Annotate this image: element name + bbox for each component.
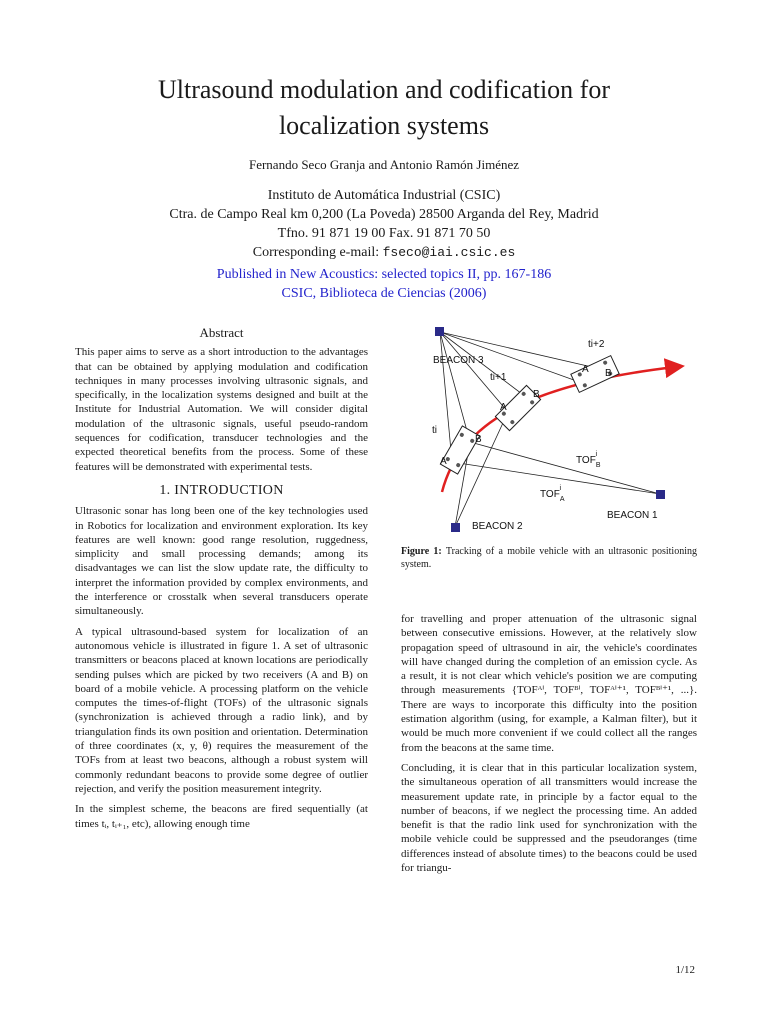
receiver-b-label-ti: B bbox=[475, 434, 482, 445]
email-label: Corresponding e-mail: bbox=[252, 245, 380, 260]
tof-a-text: TOF bbox=[540, 489, 560, 500]
tof-a-label bbox=[540, 485, 565, 503]
receiver-a-label-ti: A bbox=[440, 456, 447, 467]
beacon-1-marker bbox=[656, 490, 665, 499]
right-column bbox=[401, 612, 697, 881]
right-paragraph-2: Concluding, it is clear that in this particular localization system, the simultaneous operation of all transmitters would increase the measurement update rate, in principle by a factor equal to the number of beacons, if we neglect the processing time. An added benefit is that the radio link used for synchronization with the mobile vehicle could be suppressed and the pseudoranges (time differences instead of absolute times) to the beacons could be used for triangu- bbox=[401, 761, 697, 875]
tof-a-subscript: A bbox=[559, 496, 565, 503]
publication-info bbox=[60, 265, 708, 303]
publication-line-2[interactable]: CSIC, Biblioteca de Ciencias (2006) bbox=[281, 286, 487, 301]
receiver-b-label-ti2: B bbox=[605, 368, 612, 379]
affiliation-email-line bbox=[60, 243, 708, 262]
tof-b-text: TOF bbox=[576, 455, 596, 466]
caption-text: Tracking of a mobile vehicle with an ultrasonic positioning system. bbox=[401, 546, 697, 570]
tracking-diagram bbox=[400, 322, 700, 542]
publication-line-1[interactable]: Published in New Acoustics: selected topics II, pp. 167-186 bbox=[216, 267, 552, 282]
receiver-b-label-ti1: B bbox=[533, 389, 540, 400]
intro-paragraph-1: Ultrasonic sonar has long been one of the key technologies used in Robotics for localization and environment exploration. Its key features are well known: good range resolution, ruggedness, simplicity and small processing demands; among its disadvantages we can list the slow update rate, the difficulty to interpret the information provided by complex environments, and the interference or crosstalk when several transducers operate simultaneously. bbox=[75, 505, 368, 618]
caption-label: Figure 1: bbox=[401, 546, 442, 557]
affiliation bbox=[60, 186, 708, 262]
email-address[interactable]: fseco@iai.csic.es bbox=[382, 245, 516, 260]
intro-paragraph-2: A typical ultrasound-based system for localization of an autonomous vehicle is illustrated in figure 1. A set of ultrasonic transmitters or beacons placed at known locations are periodically sending pulses which are picked by two receivers (A and B) on board of a mobile vehicle. A processing platform on the vehicle computes the times-of-flight (TOFs) of the ultrasonic signals (synchronization is achieved through a radio link), and by triangulation finds its own position and orientation. Determination of three coordinates (x, y, θ) requires the measurement of the TOFs from at least two beacons, although a robust system will commonly redundant beacons to provide some degree of outlier rejection, and verify the position measurement integrity. bbox=[75, 625, 368, 795]
beacon-2-marker bbox=[451, 523, 460, 532]
time-label-ti2: ti+2 bbox=[588, 339, 605, 350]
affiliation-address: Ctra. de Campo Real km 0,200 (La Poveda) 28500 Arganda del Rey, Madrid bbox=[169, 207, 599, 222]
paper-title bbox=[60, 72, 708, 144]
tof-b-superscript: i bbox=[595, 451, 598, 458]
title-line-1: Ultrasound modulation and codification for bbox=[157, 75, 610, 104]
page-number: 1/12 bbox=[675, 964, 695, 976]
time-label-ti: ti bbox=[432, 425, 437, 436]
intro-paragraph-3: In the simplest scheme, the beacons are fired sequentially (at times tᵢ, tᵢ₊₁, etc), allowing enough time bbox=[75, 803, 368, 830]
time-label-ti1: ti+1 bbox=[490, 372, 507, 383]
receiver-a-label-ti2: A bbox=[582, 364, 589, 375]
tof-b-label bbox=[576, 451, 601, 469]
title-line-2: localization systems bbox=[278, 111, 490, 140]
beacon-2-label: BEACON 2 bbox=[472, 521, 523, 532]
figure-caption bbox=[401, 545, 697, 571]
left-column bbox=[75, 326, 368, 837]
authors: Fernando Seco Granja and Antonio Ramón Jiménez bbox=[248, 157, 520, 172]
beacon-3-marker bbox=[435, 327, 444, 336]
figure-1 bbox=[400, 322, 700, 542]
vehicle-ti2 bbox=[571, 356, 619, 393]
right-paragraph-1: for travelling and proper attenuation of the ultrasonic signal between consecutive emissions. However, at the relatively slow propagation speed of ultrasound in air, the vehicle's coordinates will have changed during the completion of an emission cycle. As a result, it is not clear which vehicle's position we are computing through measurements {TOFᴬⁱ, TOFᴮⁱ, TOFᴬⁱ⁺¹, TOFᴮⁱ⁺¹, ...}. There are ways to incorporate this difficulty into the position estimation algorithm (using, for example, a Kalman filter), but it would be much more convenient if we could collect all the ranges from the beacons at the same time. bbox=[401, 613, 697, 754]
abstract-title: Abstract bbox=[199, 325, 244, 340]
receiver-a-label-ti1: A bbox=[500, 402, 507, 413]
beacon-3-label: BEACON 3 bbox=[433, 355, 484, 366]
tof-a-superscript: i bbox=[559, 485, 562, 492]
trajectory-arrow bbox=[442, 367, 675, 492]
abstract-text: This paper aims to serve as a short introduction to the advantages that can be obtained by applying modulation and codification techniques in many processes involving ultrasonic signals, and specifically, in the localization systems designed and built at the Institute for Industrial Automation. We will consider digital modulation of the ultrasonic signals, useful pseudo-random sequences for codification, transducer technologies and the expected theoretical benefits from the process. Some of these features will be demonstrated with experimental tests. bbox=[75, 346, 368, 473]
beacon-1-label: BEACON 1 bbox=[607, 510, 658, 521]
affiliation-phone: Tfno. 91 871 19 00 Fax. 91 871 70 50 bbox=[277, 226, 491, 241]
tof-b-subscript: B bbox=[595, 462, 601, 469]
section-title-introduction: 1. INTRODUCTION bbox=[159, 482, 284, 498]
affiliation-institute: Instituto de Automática Industrial (CSIC) bbox=[267, 188, 501, 203]
